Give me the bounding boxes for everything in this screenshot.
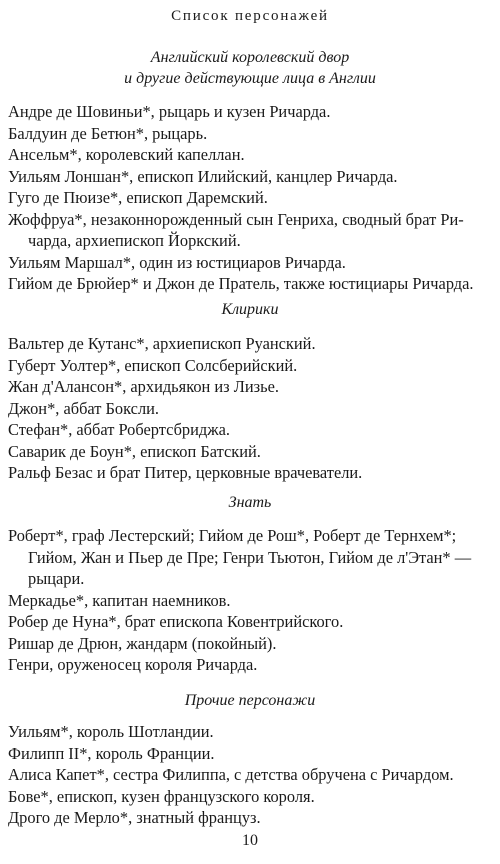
character-entry bbox=[8, 633, 494, 655]
section-title-other-characters bbox=[0, 690, 500, 711]
entry-line: Алиса Капет*, сестра Филиппа, с детства обручена с Ричардом. bbox=[8, 765, 454, 784]
section-title-line: Клирики bbox=[221, 301, 279, 318]
character-entry bbox=[8, 654, 494, 676]
character-entry bbox=[8, 525, 494, 590]
character-list-english-court bbox=[8, 101, 494, 295]
character-entry bbox=[8, 166, 494, 188]
entry-line: Бове*, епископ, кузен французского короля. bbox=[8, 786, 315, 806]
character-entry bbox=[8, 786, 494, 808]
character-list-nobility bbox=[8, 525, 494, 676]
entry-line: Балдуин де Бетюн*, рыцарь. bbox=[8, 123, 208, 143]
section-title-line: Английский королевский двор bbox=[150, 49, 350, 66]
entry-line: Гийом де Брюйер* и Джон де Пратель, также юстициары Ричарда. bbox=[8, 274, 474, 293]
section-title-clerics bbox=[0, 299, 500, 320]
section-title-line: Прочие персонажи bbox=[184, 692, 316, 709]
entry-line: Ансельм*, королевский капеллан. bbox=[8, 145, 245, 164]
character-entry bbox=[8, 144, 494, 166]
entry-line-continued: рыцари. bbox=[28, 569, 85, 588]
entry-line-continued: чарда, архиепископ Йоркский. bbox=[28, 231, 241, 250]
section-title-english-court bbox=[0, 47, 500, 89]
character-list-other bbox=[8, 721, 494, 829]
character-entry bbox=[8, 611, 494, 633]
character-entry bbox=[8, 252, 494, 274]
entry-line: Вальтер де Кутанс*, архиепископ Руанский. bbox=[8, 334, 316, 353]
character-entry bbox=[8, 721, 494, 743]
entry-line: Джон*, аббат Боксли. bbox=[8, 398, 160, 418]
character-entry bbox=[8, 398, 494, 420]
page-number: 10 bbox=[242, 832, 258, 849]
entry-line: Саварик де Боун*, епископ Батский. bbox=[8, 441, 261, 461]
character-entry bbox=[8, 187, 494, 209]
character-entry bbox=[8, 462, 494, 484]
entry-line: Губерт Уолтер*, епископ Солсберийский. bbox=[8, 355, 298, 375]
entry-line: Генри, оруженосец короля Ричарда. bbox=[8, 655, 258, 674]
entry-line: Меркадье*, капитан наемников. bbox=[8, 590, 231, 610]
entry-line: Ральф Безас и брат Питер, церковные врачеватели. bbox=[8, 463, 363, 482]
character-entry bbox=[8, 273, 494, 295]
section-title-line: Знать bbox=[228, 494, 272, 511]
section-title-line: и другие действующие лица в Англии bbox=[124, 70, 376, 87]
entry-line: Стефан*, аббат Робертсбриджа. bbox=[8, 420, 230, 439]
entry-line: Робер де Нуна*, брат епископа Ковентрийского. bbox=[8, 612, 344, 631]
entry-line: Уильям Лоншан*, епископ Илийский, канцлер Ричарда. bbox=[8, 166, 398, 186]
character-entry bbox=[8, 419, 494, 441]
entry-line: Уильям Маршал*, один из юстициаров Ричарда. bbox=[8, 252, 346, 272]
entry-line: Роберт*, граф Лестерский; Гийом де Рош*, Роберт де Тернхем*; bbox=[8, 526, 457, 545]
entry-line: Жан д'Алансон*, архидьякон из Лизье. bbox=[8, 377, 279, 396]
character-entry bbox=[8, 333, 494, 355]
entry-line: Филипп II*, король Франции. bbox=[8, 743, 215, 763]
character-entry bbox=[8, 355, 494, 377]
character-entry bbox=[8, 764, 494, 786]
character-entry bbox=[8, 807, 494, 829]
entry-line-continued: Гийом, Жан и Пьер де Пре; Генри Тьютон, Гийом де л'Этан* — bbox=[28, 547, 472, 567]
entry-line: Жоффруа*, незаконнорожденный сын Генриха, сводный брат Ри- bbox=[8, 209, 464, 229]
entry-line: Гуго де Пюизе*, епископ Даремский. bbox=[8, 188, 268, 207]
character-entry bbox=[8, 441, 494, 463]
character-list-clerics bbox=[8, 333, 494, 484]
character-entry bbox=[8, 743, 494, 765]
running-header: Список персонажей bbox=[171, 8, 329, 24]
character-entry bbox=[8, 123, 494, 145]
character-entry bbox=[8, 376, 494, 398]
entry-line: Ришар де Дрюн, жандарм (покойный). bbox=[8, 633, 277, 653]
section-title-nobility bbox=[0, 492, 500, 513]
entry-line: Уильям*, король Шотландии. bbox=[8, 722, 214, 741]
entry-line: Дрого де Мерло*, знатный француз. bbox=[8, 808, 261, 827]
character-entry bbox=[8, 101, 494, 123]
entry-line: Андре де Шовиньи*, рыцарь и кузен Ричарда. bbox=[8, 102, 331, 121]
character-entry bbox=[8, 590, 494, 612]
character-entry bbox=[8, 209, 494, 252]
